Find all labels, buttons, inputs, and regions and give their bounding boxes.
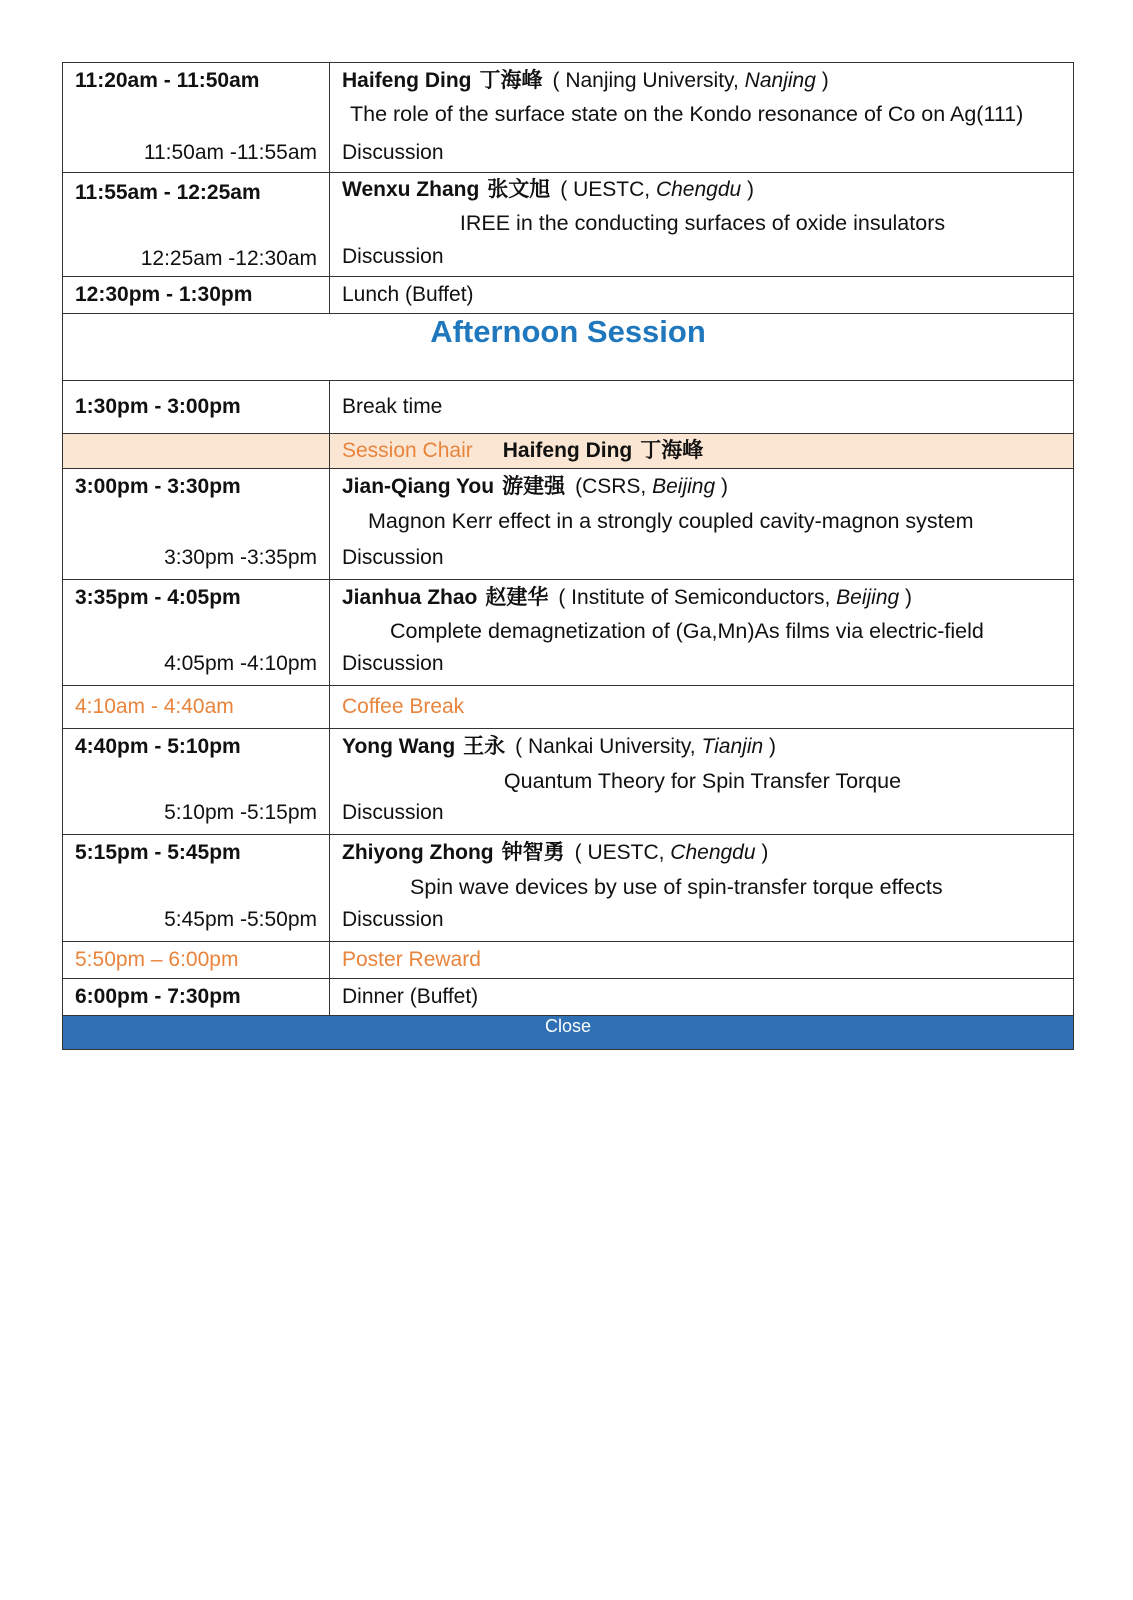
poster-time: 5:50pm – 6:00pm <box>75 948 239 971</box>
speaker-line <box>342 841 1063 865</box>
speaker-name: Haifeng Ding <box>342 69 472 92</box>
session-chair-name: Haifeng Ding <box>502 439 633 462</box>
affiliation-end: ) <box>741 178 755 201</box>
time-cell <box>63 63 330 173</box>
talk-title: Spin wave devices by use of spin-transfer torque effects <box>410 875 943 899</box>
time-cell <box>63 835 330 942</box>
chair-empty-cell <box>63 434 330 469</box>
speaker-line <box>342 586 1063 610</box>
time-cell <box>63 469 330 580</box>
speaker-name: Jian-Qiang You <box>342 475 495 498</box>
event-cell <box>330 979 1074 1016</box>
talk-time: 11:55am - 12:25am <box>75 181 261 204</box>
discussion-label: Discussion <box>342 546 444 569</box>
discussion-time: 4:05pm -4:10pm <box>164 652 317 675</box>
talk-time: 4:40pm - 5:10pm <box>75 735 241 758</box>
discussion-label: Discussion <box>342 652 444 675</box>
event-cell <box>330 942 1074 979</box>
chair-cell <box>330 434 1074 469</box>
speaker-line <box>342 69 1063 93</box>
speaker-name-cn: 王永 <box>463 735 506 758</box>
time-cell <box>63 979 330 1016</box>
city: Chengdu <box>670 841 756 864</box>
discussion-time: 3:30pm -3:35pm <box>164 546 317 569</box>
dinner-row <box>63 979 1074 1016</box>
lunch-label: Lunch (Buffet) <box>342 283 474 306</box>
time-cell <box>63 580 330 686</box>
affiliation: ( Institute of Semiconductors, <box>558 586 837 609</box>
session-chair-name-cn: 丁海峰 <box>640 439 704 462</box>
city: Chengdu <box>655 178 742 201</box>
discussion-time: 11:50am -11:55am <box>143 141 317 164</box>
city: Beijing <box>652 475 716 498</box>
session-heading-row <box>63 314 1074 381</box>
speaker-name-cn: 游建强 <box>502 475 566 498</box>
affiliation: ( UESTC, <box>560 178 656 201</box>
affiliation: ( Nankai University, <box>515 735 702 758</box>
discussion-time: 5:10pm -5:15pm <box>164 801 317 824</box>
speaker-name-cn: 张文旭 <box>487 178 551 201</box>
time-cell <box>63 729 330 835</box>
affiliation: ( Nanjing University, <box>552 69 745 92</box>
talk-title: Magnon Kerr effect in a strongly coupled cavity-magnon system <box>368 509 974 533</box>
discussion-label: Discussion <box>342 908 444 931</box>
talk-time: 3:35pm - 4:05pm <box>75 586 241 609</box>
dinner-time: 6:00pm - 7:30pm <box>75 985 241 1008</box>
talk-row <box>63 63 1074 173</box>
talk-cell <box>330 469 1074 580</box>
dinner-label: Dinner (Buffet) <box>342 985 479 1008</box>
break-label: Break time <box>342 395 443 418</box>
speaker-name: Jianhua Zhao <box>342 586 478 609</box>
time-cell <box>63 686 330 729</box>
talk-row <box>63 729 1074 835</box>
lunch-row <box>63 277 1074 314</box>
speaker-line <box>342 178 1063 202</box>
poster-label: Poster Reward <box>342 948 481 971</box>
session-chair-row <box>63 434 1074 469</box>
talk-title: Complete demagnetization of (Ga,Mn)As films via electric-field <box>390 619 984 643</box>
city: Nanjing <box>744 69 816 92</box>
coffee-break-row <box>63 686 1074 729</box>
event-cell <box>330 277 1074 314</box>
session-chair-label: Session Chair <box>342 439 473 462</box>
affiliation-end: ) <box>715 475 728 498</box>
affiliation-end: ) <box>763 735 776 758</box>
discussion-label: Discussion <box>342 801 444 824</box>
talk-title: The role of the surface state on the Kondo resonance of Co on Ag(111) <box>350 102 1024 126</box>
affiliation: (CSRS, <box>575 475 653 498</box>
speaker-name: Zhiyong Zhong <box>342 841 494 864</box>
affiliation-end: ) <box>755 841 769 864</box>
talk-title: IREE in the conducting surfaces of oxide insulators <box>459 211 946 235</box>
speaker-line <box>342 735 1063 759</box>
discussion-label: Discussion <box>342 141 444 164</box>
city: Beijing <box>836 586 900 609</box>
speaker-name: Yong Wang <box>342 735 456 758</box>
talk-row <box>63 835 1074 942</box>
speaker-line <box>342 475 1063 499</box>
break-row <box>63 381 1074 434</box>
event-cell <box>330 686 1074 729</box>
lunch-time: 12:30pm - 1:30pm <box>75 283 253 306</box>
close-button-bar[interactable] <box>63 1016 1074 1050</box>
talk-cell <box>330 580 1074 686</box>
talk-row <box>63 580 1074 686</box>
discussion-time: 5:45pm -5:50pm <box>164 908 317 931</box>
speaker-name-cn: 钟智勇 <box>501 841 565 864</box>
talk-time: 3:00pm - 3:30pm <box>75 475 241 498</box>
talk-time: 11:20am - 11:50am <box>75 69 260 92</box>
time-cell <box>63 277 330 314</box>
talk-cell <box>330 173 1074 277</box>
close-row <box>63 1016 1074 1050</box>
event-cell <box>330 381 1074 434</box>
coffee-time: 4:10am - 4:40am <box>75 695 234 718</box>
speaker-name-cn: 丁海峰 <box>479 69 543 92</box>
talk-cell <box>330 63 1074 173</box>
session-heading-cell <box>63 314 1074 381</box>
talk-cell <box>330 835 1074 942</box>
poster-reward-row <box>63 942 1074 979</box>
time-cell <box>63 381 330 434</box>
time-cell <box>63 942 330 979</box>
coffee-label: Coffee Break <box>342 695 465 718</box>
discussion-time: 12:25am -12:30am <box>140 247 317 270</box>
break-time: 1:30pm - 3:00pm <box>75 395 241 418</box>
affiliation: ( UESTC, <box>574 841 671 864</box>
talk-row <box>63 469 1074 580</box>
time-cell <box>63 173 330 277</box>
discussion-label: Discussion <box>342 245 444 268</box>
afternoon-session-title: Afternoon Session <box>430 314 706 349</box>
city: Tianjin <box>701 735 764 758</box>
talk-cell <box>330 729 1074 835</box>
talk-time: 5:15pm - 5:45pm <box>75 841 241 864</box>
close-button[interactable]: Close <box>544 1016 592 1036</box>
affiliation-end: ) <box>899 586 913 609</box>
talk-row <box>63 173 1074 277</box>
schedule-table <box>62 62 1074 1050</box>
talk-title: Quantum Theory for Spin Transfer Torque <box>503 769 902 793</box>
speaker-name-cn: 赵建华 <box>485 586 549 609</box>
speaker-name: Wenxu Zhang <box>342 178 480 201</box>
chair-line <box>342 439 1063 463</box>
affiliation-end: ) <box>815 69 829 92</box>
